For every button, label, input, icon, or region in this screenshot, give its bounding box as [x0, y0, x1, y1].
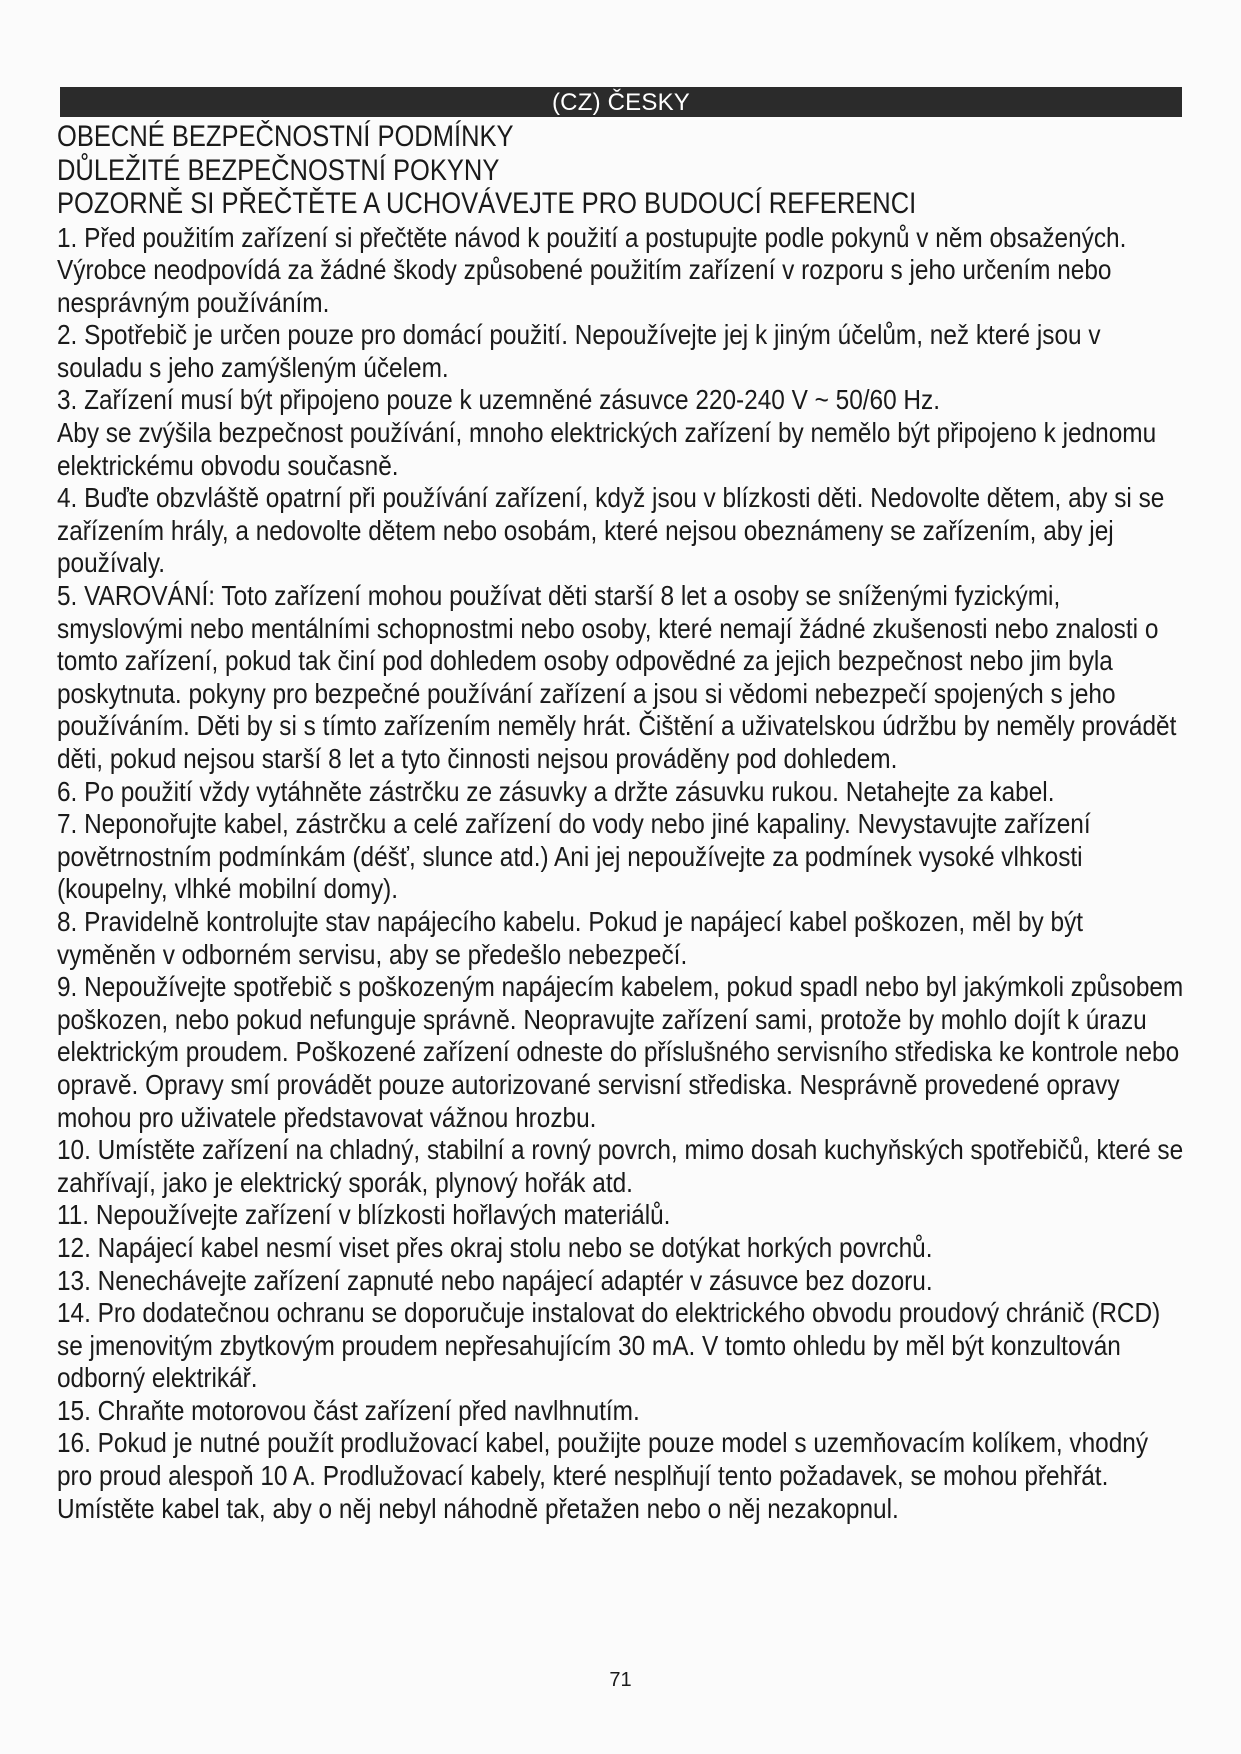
- heading-read-carefully: POZORNĚ SI PŘEČTĚTE A UCHOVÁVEJTE PRO BUDOUCÍ REFERENCI: [57, 187, 917, 220]
- instruction-item-7: 7. Neponořujte kabel, zástrčku a celé zařízení do vody nebo jiné kapaliny. Nevystavujte zařízení povětrnostním podmínkám (déšť, slunce atd.) Ani jej nepoužívejte za podmínek vysoké vlhkosti (koupelny, vlhké mobilní domy).: [57, 807, 1091, 905]
- instruction-item-9: 9. Nepoužívejte spotřebič s poškozeným napájecím kabelem, pokud spadl nebo byl jakýmkoli způsobem poškozen, nebo pokud nefunguje správně. Neopravujte zařízení sami, protože by mohlo dojít k úrazu elektrickým proudem. Poškozené zařízení odneste do příslušného servisního střediska ke kontrole nebo opravě. Opravy smí provádět pouze autorizované servisní střediska. Nesprávně provedené opravy mohou pro uživatele představovat vážnou hrozbu.: [57, 970, 1184, 1133]
- safety-instructions: [57, 120, 1187, 1524]
- instruction-item-14: 14. Pro dodatečnou ochranu se doporučuje instalovat do elektrického obvodu proudový chránič (RCD) se jmenovitým zbytkovým proudem nepřesahujícím 30 mA. V tomto ohledu by měl být konzultován odborný elektrikář.: [57, 1296, 1161, 1394]
- instruction-item-8: 8. Pravidelně kontrolujte stav napájecího kabelu. Pokud je napájecí kabel poškozen, měl by být vyměněn v odborném servisu, aby se předešlo nebezpečí.: [57, 904, 1084, 970]
- language-header-bar: (CZ) ČESKY: [60, 87, 1182, 117]
- instruction-item-6: 6. Po použití vždy vytáhněte zástrčku ze zásuvky a držte zásuvku rukou. Netahejte za kabel.: [57, 774, 1055, 807]
- instruction-item-5: 5. VAROVÁNÍ: Toto zařízení mohou používat děti starší 8 let a osoby se sníženými fyzickými, smyslovými nebo mentálními schopnostmi nebo osoby, které nemají žádné zkušenosti nebo znalosti o tomto zařízení, pokud tak činí pod dohledem osoby odpovědné za jejich bezpečnost nebo jim byla poskytnuta. pokyny pro bezpečné používání zařízení a jsou si vědomi nebezpečí spojených s jeho používáním. Děti by si s tímto zařízením neměly hrát. Čištění a uživatelskou údržbu by neměly provádět děti, pokud nejsou starší 8 let a tyto činnosti nejsou prováděny pod dohledem.: [57, 579, 1177, 774]
- page-number: 71: [609, 1669, 632, 1691]
- heading-important-safety: DŮLEŽITÉ BEZPEČNOSTNÍ POKYNY: [57, 153, 500, 187]
- instruction-item-12: 12. Napájecí kabel nesmí viset přes okraj stolu nebo se dotýkat horkých povrchů.: [57, 1230, 933, 1263]
- instruction-item-3: 3. Zařízení musí být připojeno pouze k uzemněné zásuvce 220-240 V ~ 50/60 Hz.: [57, 383, 941, 416]
- instruction-item-3-note: Aby se zvýšila bezpečnost používání, mnoho elektrických zařízení by nemělo být připojeno k jednomu elektrickému obvodu současně.: [57, 416, 1157, 481]
- instruction-item-4: 4. Buďte obzvláště opatrní při používání zařízení, když jsou v blízkosti děti. Nedovolte dětem, aby si se zařízením hrály, a nedovolte dětem nebo osobám, které nejsou obeznámeny se zařízením, aby jej používaly.: [57, 481, 1165, 579]
- instruction-item-16: 16. Pokud je nutné použít prodlužovací kabel, použijte pouze model s uzemňovacím kolíkem, vhodný pro proud alespoň 10 A. Prodlužovací kabely, které nesplňují tento požadavek, se mohou přehřát. Umístěte kabel tak, aby o něj nebyl náhodně přetažen nebo o něj nezakopnul.: [57, 1426, 1149, 1524]
- instruction-item-2: 2. Spotřebič je určen pouze pro domácí použití. Nepoužívejte jej k jiným účelům, než které jsou v souladu s jeho zamýšleným účelem.: [57, 318, 1101, 383]
- heading-general-safety: OBECNÉ BEZPEČNOSTNÍ PODMÍNKY: [57, 120, 514, 153]
- instruction-item-10: 10. Umístěte zařízení na chladný, stabilní a rovný povrch, mimo dosah kuchyňských spotřebičů, které se zahřívají, jako je elektrický sporák, plynový hořák atd.: [57, 1133, 1184, 1198]
- instruction-item-13: 13. Nenechávejte zařízení zapnuté nebo napájecí adaptér v zásuvce bez dozoru.: [57, 1263, 933, 1296]
- instruction-item-1: 1. Před použitím zařízení si přečtěte návod k použití a postupujte podle pokynů v něm obsažených. Výrobce neodpovídá za žádné škody způsobené použitím zařízení v rozporu s jeho určením nebo nesprávným používáním.: [57, 220, 1127, 318]
- instruction-item-15: 15. Chraňte motorovou část zařízení před navlhnutím.: [57, 1393, 640, 1426]
- instruction-item-11: 11. Nepoužívejte zařízení v blízkosti hořlavých materiálů.: [57, 1198, 671, 1231]
